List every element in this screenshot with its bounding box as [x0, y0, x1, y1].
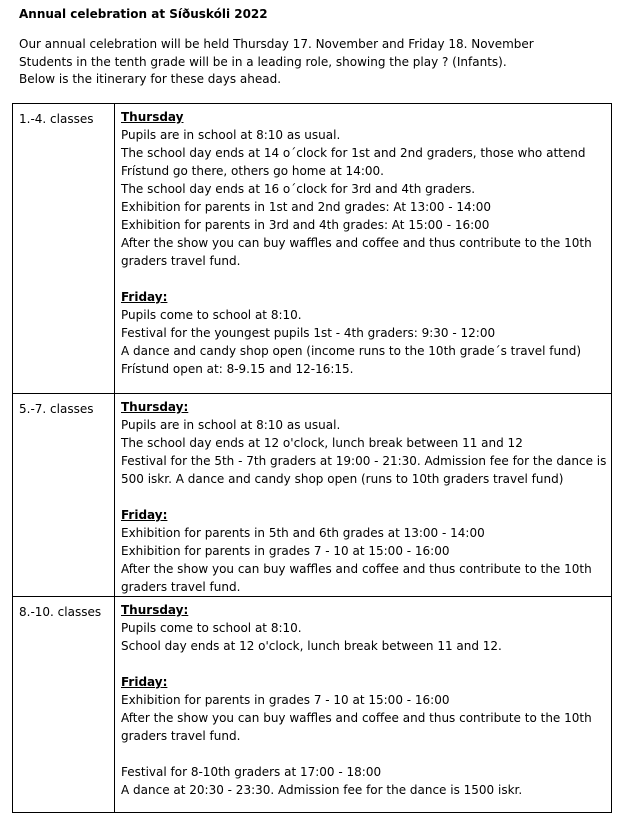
schedule-line: Exhibition for parents in grades 7 - 10 at 15:00 - 16:00: [121, 693, 450, 707]
schedule-line: Exhibition for parents in 3rd and 4th grades: At 15:00 - 16:00: [121, 218, 490, 232]
intro-paragraph: [19, 36, 609, 89]
class-label: 1.-4. classes: [19, 112, 94, 126]
schedule-cell: [115, 597, 612, 813]
itinerary-table: [12, 103, 612, 813]
schedule-line: Exhibition for parents in 5th and 6th grades at 13:00 - 14:00: [121, 526, 485, 540]
schedule-line: The school day ends at 14 o´clock for 1st and 2nd graders, those who attend: [121, 146, 586, 160]
schedule-line: Pupils come to school at 8:10.: [121, 621, 302, 635]
schedule-line: graders travel fund.: [121, 254, 241, 268]
schedule-line: Frístund open at: 8-9.15 and 12-16:15.: [121, 362, 354, 376]
schedule-line: Pupils are in school at 8:10 as usual.: [121, 418, 341, 432]
class-cell: [13, 104, 115, 394]
schedule-line: 500 iskr. A dance and candy shop open (runs to 10th graders travel fund): [121, 472, 564, 486]
schedule-line: [121, 745, 611, 763]
friday-heading: Friday:: [121, 290, 168, 304]
schedule-cell: [115, 104, 612, 394]
class-label: 8.-10. classes: [19, 605, 102, 619]
friday-heading: Friday:: [121, 508, 168, 522]
class-cell: [13, 394, 115, 597]
table-row: [13, 394, 612, 597]
schedule-line: A dance and candy shop open (income runs to the 10th grade´s travel fund): [121, 344, 582, 358]
schedule-line: Frístund go there, others go home at 14:00.: [121, 164, 384, 178]
table-row: [13, 597, 612, 813]
schedule-line: Pupils are in school at 8:10 as usual.: [121, 128, 341, 142]
class-label: 5.-7. classes: [19, 402, 94, 416]
document-title: Annual celebration at Síðuskóli 2022: [19, 7, 268, 21]
intro-line: Students in the tenth grade will be in a leading role, showing the play ? (Infants).: [19, 54, 507, 69]
schedule-line: A dance at 20:30 - 23:30. Admission fee for the dance is 1500 iskr.: [121, 783, 523, 797]
table-row: [13, 104, 612, 394]
schedule-line: graders travel fund.: [121, 580, 241, 594]
intro-line: Our annual celebration will be held Thursday 17. November and Friday 18. November: [19, 37, 534, 51]
schedule-line: Festival for the youngest pupils 1st - 4th graders: 9:30 - 12:00: [121, 326, 496, 340]
thursday-heading: Thursday:: [121, 603, 189, 617]
thursday-heading: Thursday:: [121, 400, 189, 414]
schedule-line: Exhibition for parents in grades 7 - 10 at 15:00 - 16:00: [121, 544, 450, 558]
schedule-line: Festival for 8-10th graders at 17:00 - 18:00: [121, 765, 382, 779]
schedule-line: After the show you can buy waffles and coffee and thus contribute to the 10th: [121, 711, 592, 725]
thursday-heading: Thursday: [121, 110, 184, 124]
schedule-line: graders travel fund.: [121, 729, 241, 743]
schedule-line: Pupils come to school at 8:10.: [121, 308, 302, 322]
schedule-cell: [115, 394, 612, 597]
class-cell: [13, 597, 115, 813]
schedule-line: School day ends at 12 o'clock, lunch break between 11 and 12.: [121, 639, 502, 653]
schedule-line: The school day ends at 16 o´clock for 3rd and 4th graders.: [121, 182, 476, 196]
schedule-line: Festival for the 5th - 7th graders at 19:00 - 21:30. Admission fee for the dance is: [121, 454, 607, 468]
schedule-line: After the show you can buy waffles and coffee and thus contribute to the 10th: [121, 562, 592, 576]
intro-line: Below is the itinerary for these days ahead.: [19, 72, 282, 86]
schedule-line: Exhibition for parents in 1st and 2nd grades: At 13:00 - 14:00: [121, 200, 491, 214]
schedule-line: After the show you can buy waffles and coffee and thus contribute to the 10th: [121, 236, 592, 250]
schedule-line: The school day ends at 12 o'clock, lunch break between 11 and 12: [121, 436, 523, 450]
friday-heading: Friday:: [121, 675, 168, 689]
